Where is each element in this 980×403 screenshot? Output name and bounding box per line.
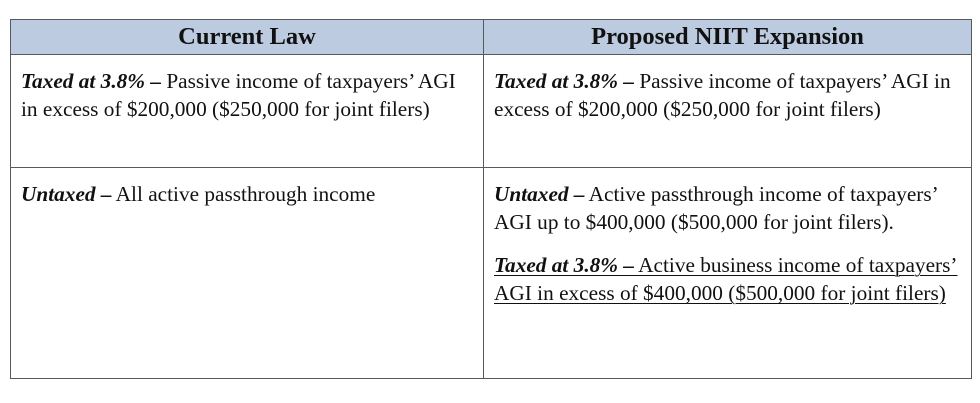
table-row [11,55,972,168]
cell-lead-text: Untaxed – [494,182,585,206]
cell-lead-text: Untaxed – [21,182,112,206]
cell-paragraph [21,67,473,123]
cell-paragraph [494,67,961,123]
cell-lead-text: Taxed at 3.8% – [494,253,634,277]
cell-proposed-taxed [484,55,972,168]
cell-paragraph [494,180,961,236]
cell-paragraph [21,180,473,208]
cell-paragraph-underlined [494,251,961,307]
cell-body-text: Passive income of taxpayers’ AGI in excess of $200,000 ($250,000 for joint filers) [494,69,951,121]
cell-current-taxed [11,55,484,168]
cell-body-text: All active passthrough income [111,182,376,206]
cell-lead-text: Taxed at 3.8% – [494,69,634,93]
cell-current-untaxed [11,168,484,379]
comparison-table [10,19,972,379]
cell-body-text: Active passthrough income of taxpayers’ AGI up to $400,000 ($500,000 for joint filers). [494,182,938,234]
cell-lead-text: Taxed at 3.8% – [21,69,161,93]
header-current-law: Current Law [11,20,484,55]
cell-body-text: Active business income of taxpayers’ AGI in excess of $400,000 ($500,000 for joint filers) [494,253,958,305]
header-row [11,20,972,55]
table-row [11,168,972,379]
header-proposed-niit-expansion: Proposed NIIT Expansion [484,20,972,55]
cell-body-text: Passive income of taxpayers’ AGI in excess of $200,000 ($250,000 for joint filers) [21,69,456,121]
cell-proposed-untaxed-and-taxed [484,168,972,379]
